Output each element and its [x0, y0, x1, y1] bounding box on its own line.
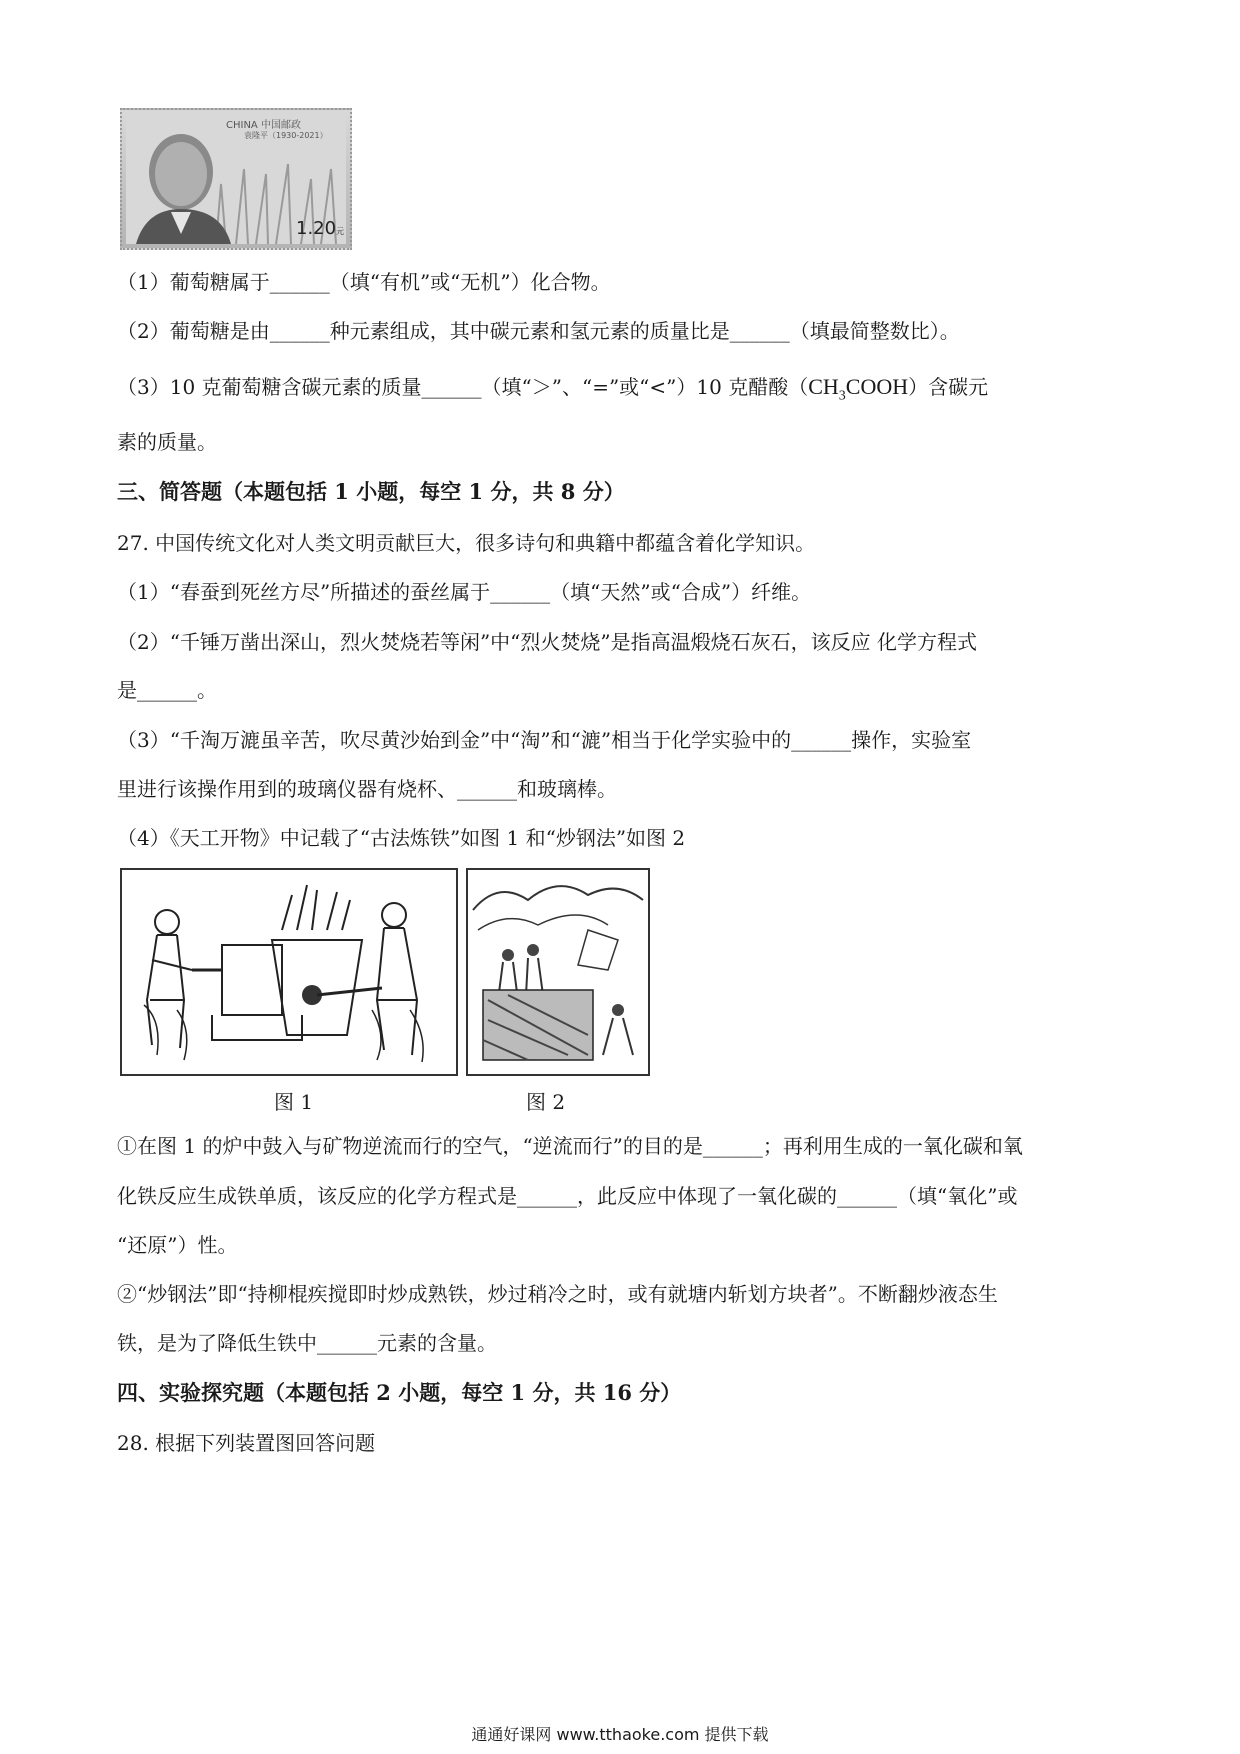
figure-2-illustration [468, 870, 648, 1074]
question-27-3-line1: （3）“千淘万漉虽辛苦，吹尽黄沙始到金”中“淘”和“漉”相当于化学实验中的______操作，实验室 [117, 728, 972, 752]
question-27-2-line1: （2）“千锤万凿出深山，烈火焚烧若等闲”中“烈火焚烧”是指高温煅烧石灰石，该反应 化学方程式 [117, 630, 977, 654]
question-26-2: （2）葡萄糖是由______种元素组成，其中碳元素和氢元素的质量比是______（填最简整数比）。 [117, 319, 960, 343]
question-28: 28. 根据下列装置图回答问题 [117, 1431, 376, 1455]
question-26-1: （1）葡萄糖属于______（填“有机”或“无机”）化合物。 [117, 270, 611, 294]
section-3-heading: 三、简答题（本题包括 1 小题，每空 1 分，共 8 分） [117, 479, 625, 504]
question-27-1: （1）“春蚕到死丝方尽”所描述的蚕丝属于______（填“天然”或“合成”）纤维。 [117, 580, 812, 604]
figure-1-caption: 图 1 [274, 1090, 314, 1114]
stamp-value-number: 1.20 [296, 218, 337, 239]
question-27-2-line2: 是______。 [117, 678, 217, 702]
question-27-4: （4）《天工开物》中记载了“古法炼铁”如图 1 和“炒钢法”如图 2 [117, 826, 686, 850]
question-26-3-line2: 素的质量。 [117, 430, 217, 454]
question-26-3-line1 [117, 373, 988, 410]
page-footer: 通通好课网 www.tthaoke.com 提供下载 [471, 1725, 769, 1744]
formula-ch: CH [808, 374, 839, 399]
chemical-formula [808, 374, 909, 404]
section-4-heading: 四、实验探究题（本题包括 2 小题，每空 1 分，共 16 分） [117, 1380, 682, 1405]
figure-1-illustration [122, 870, 456, 1074]
question-27-4a-line2: 化铁反应生成铁单质，该反应的化学方程式是______，此反应中体现了一氧化碳的______（填“氧化”或 [117, 1184, 1018, 1208]
stamp-header: CHINA 中国邮政 [226, 120, 301, 131]
formula-subscript: 3 [838, 388, 846, 404]
question-26-3-part1: （3）10 克葡萄糖含碳元素的质量______（填“＞”、“=”或“<”）10 克醋酸（ [117, 375, 809, 399]
question-26-3-part2: ）含碳元 [908, 375, 989, 399]
question-27-4b-line1: ②“炒钢法”即“持柳棍疾搅即时炒成熟铁，炒过稍冷之时，或有就塘内斩划方块者”。不断翻炒液态生 [117, 1282, 998, 1306]
figure-2-caption: 图 2 [526, 1090, 566, 1114]
question-27-4b-line2: 铁，是为了降低生铁中______元素的含量。 [117, 1331, 497, 1355]
question-27-3-line2: 里进行该操作用到的玻璃仪器有烧杯、______和玻璃棒。 [117, 777, 617, 801]
stamp-name-line: 袁隆平（1930-2021） [244, 131, 328, 140]
formula-cooh: COOH [845, 374, 909, 399]
stamp-image [120, 108, 352, 250]
figure-2-stir-frying-steel [466, 868, 650, 1076]
question-27-4a-line3: “还原”）性。 [117, 1233, 238, 1257]
question-27-intro: 27. 中国传统文化对人类文明贡献巨大，很多诗句和典籍中都蕴含着化学知识。 [117, 531, 816, 555]
question-27-4a-line1: ①在图 1 的炉中鼓入与矿物逆流而行的空气，“逆流而行”的目的是______；再利用生成的一氧化碳和氧 [117, 1134, 1023, 1158]
figure-1-ancient-iron-smelting [120, 868, 458, 1076]
stamp-value [296, 218, 344, 239]
stamp-value-unit: 元 [336, 227, 345, 236]
